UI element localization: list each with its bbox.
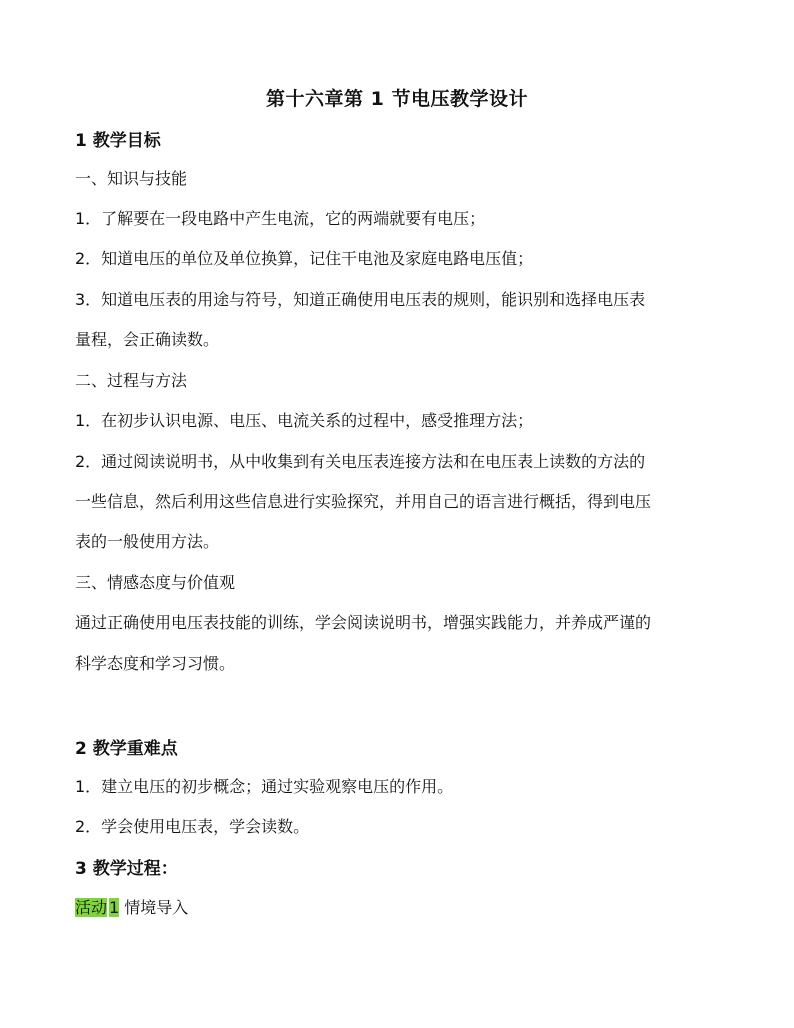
subheading-attitude-values: 三、情感态度与价值观 [75, 573, 236, 592]
knowledge-item-3-line-1: 3．知道电压表的用途与符号，知道正确使用电压表的规则，能识别和选择电压表 [75, 290, 646, 309]
activity-1-line [75, 895, 188, 918]
process-item-2-line-2: 一些信息，然后利用这些信息进行实验探究，并用自己的语言进行概括，得到电压 [75, 492, 652, 511]
subheading-knowledge-skills: 一、知识与技能 [75, 169, 188, 188]
process-item-2-line-3: 表的一般使用方法。 [75, 532, 220, 551]
process-item-2-line-1: 2．通过阅读说明书，从中收集到有关电压表连接方法和在电压表上读数的方法的 [75, 452, 646, 471]
knowledge-item-1: 1．了解要在一段电路中产生电流，它的两端就要有电压； [75, 209, 486, 228]
document-title: 第十六章第 1 节电压教学设计 [266, 88, 528, 110]
process-item-1: 1．在初步认识电源、电压、电流关系的过程中，感受推理方法； [75, 411, 534, 430]
attitude-paragraph-line-1: 通过正确使用电压表技能的训练，学会阅读说明书，增强实践能力，并养成严谨的 [75, 613, 652, 632]
knowledge-item-2: 2．知道电压的单位及单位换算，记住干电池及家庭电路电压值； [75, 249, 534, 268]
activity-number-highlight: 1 [109, 898, 120, 917]
section-heading-objectives: 1 教学目标 [75, 131, 161, 151]
key-point-2: 2．学会使用电压表，学会读数。 [75, 817, 310, 836]
attitude-paragraph-line-2: 科学态度和学习习惯。 [75, 654, 236, 673]
activity-title: 情境导入 [124, 898, 189, 917]
activity-label-highlight: 活动 [75, 898, 108, 917]
key-point-1: 1．建立电压的初步概念；通过实验观察电压的作用。 [75, 777, 454, 796]
subheading-process-methods: 二、过程与方法 [75, 371, 188, 390]
knowledge-item-3-line-2: 量程，会正确读数。 [75, 330, 220, 349]
section-heading-key-points: 2 教学重难点 [75, 739, 178, 759]
section-heading-process: 3 教学过程： [75, 859, 178, 879]
